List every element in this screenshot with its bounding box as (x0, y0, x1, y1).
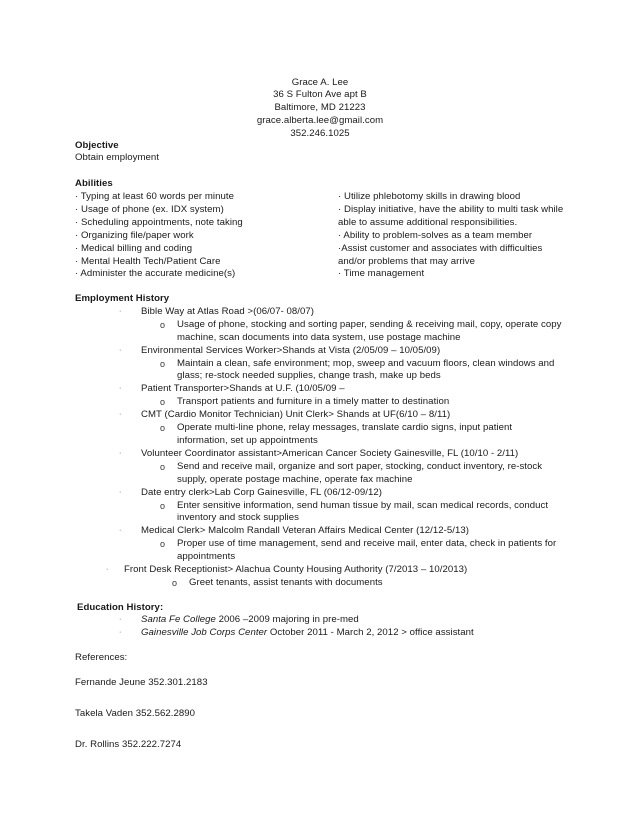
ability-item: · Time management (338, 268, 425, 279)
sub-bullet-icon: o (160, 359, 166, 369)
sub-bullet-icon: o (160, 462, 166, 472)
school-detail: October 2011 - March 2, 2012 > office assistant (267, 627, 474, 638)
sub-bullet-icon: o (160, 501, 166, 511)
job-detail: appointments (177, 551, 236, 562)
job-detail: information, set up appointments (177, 435, 318, 446)
school-detail: 2006 –2009 majoring in pre-med (215, 614, 359, 625)
email-address: grace.alberta.lee@gmail.com (256, 115, 384, 126)
job-title: Volunteer Coordinator assistant>American Cancer Society Gainesville, FL (10/10 - 2/11) (141, 448, 519, 459)
address-line-2: Baltimore, MD 21223 (274, 102, 366, 113)
ability-item: · Scheduling appointments, note taking (75, 217, 243, 228)
references-heading: References: (75, 652, 128, 663)
job-title: Patient Transporter>Shands at U.F. (10/05/09 – (141, 383, 345, 394)
job-detail: Send and receive mail, organize and sort paper, stocking, conduct inventory, re-stock (177, 461, 543, 472)
job-title: CMT (Cardio Monitor Technician) Unit Clerk> Shands at UF(6/10 – 8/11) (141, 409, 451, 420)
ability-item: · Medical billing and coding (75, 243, 193, 254)
job-detail: Enter sensitive information, send human tissue by mail, scan medical records, conduct (177, 500, 549, 511)
objective-heading: Objective (75, 140, 119, 151)
reference-item: Dr. Rollins 352.222.7274 (75, 739, 182, 750)
reference-item: Fernande Jeune 352.301.2183 (75, 677, 208, 688)
bullet-icon: · (119, 347, 122, 354)
job-title: Front Desk Receptionist> Alachua County Housing Authority (7/2013 – 10/2013) (124, 564, 468, 575)
sub-bullet-icon: o (172, 578, 178, 588)
job-title: Environmental Services Worker>Shands at Vista (2/05/09 – 10/05/09) (141, 345, 441, 356)
ability-item: and/or problems that may arrive (338, 256, 475, 267)
sub-bullet-icon: o (160, 423, 166, 433)
address-line-1: 36 S Fulton Ave apt B (273, 89, 367, 100)
ability-item: · Ability to problem-solves as a team member (338, 230, 533, 241)
job-title: Bible Way at Atlas Road >(06/07- 08/07) (141, 306, 315, 317)
ability-item: · Organizing file/paper work (75, 230, 194, 241)
bullet-icon: · (119, 411, 122, 418)
job-title: Medical Clerk> Malcolm Randall Veteran Affairs Medical Center (12/12-5/13) (141, 525, 469, 536)
bullet-icon: · (119, 629, 122, 636)
job-detail: Operate multi-line phone, relay messages, translate cardio signs, input patient (177, 422, 513, 433)
ability-item: · Typing at least 60 words per minute (75, 191, 234, 202)
sub-bullet-icon: o (160, 397, 166, 407)
bullet-icon: · (119, 489, 122, 496)
bullet-icon: · (119, 308, 122, 315)
phone-number: 352.246.1025 (290, 128, 350, 139)
job-detail: Usage of phone, stocking and sorting paper, sending & receiving mail, copy, operate copy (177, 319, 562, 330)
school-name: Santa Fe College (141, 614, 216, 625)
job-title: Date entry clerk>Lab Corp Gainesville, FL (06/12-09/12) (141, 487, 383, 498)
job-detail: glass; re-stock needed supplies, change trash, make up beds (177, 370, 441, 381)
reference-item: Takela Vaden 352.562.2890 (75, 708, 196, 719)
ability-item: · Utilize phlebotomy skills in drawing blood (338, 191, 521, 202)
ability-item: · Usage of phone (ex. IDX system) (75, 204, 224, 215)
abilities-heading: Abilities (75, 178, 113, 189)
sub-bullet-icon: o (160, 320, 166, 330)
ability-item: · Administer the accurate medicine(s) (75, 268, 236, 279)
ability-item: · Display initiative, have the ability to multi task while (338, 204, 564, 215)
resume-name: Grace A. Lee (291, 77, 349, 88)
bullet-icon: · (119, 527, 122, 534)
employment-heading: Employment History (75, 293, 170, 304)
ability-item: · Mental Health Tech/Patient Care (75, 256, 221, 267)
job-detail: inventory and stock supplies (177, 512, 299, 523)
bullet-icon: · (119, 616, 122, 623)
job-detail: Greet tenants, assist tenants with documents (189, 577, 383, 588)
ability-item: ·Assist customer and associates with difficulties (338, 243, 543, 254)
school-name: Gainesville Job Corps Center (141, 627, 268, 638)
job-detail: Maintain a clean, safe environment; mop, sweep and vacuum floors, clean windows and (177, 358, 555, 369)
ability-item: able to assume additional responsibilities. (338, 217, 518, 228)
job-detail: supply, operate postage machine, operate fax machine (177, 474, 413, 485)
job-detail: Proper use of time management, send and receive mail, enter data, check in patients for (177, 538, 557, 549)
education-item (141, 614, 359, 626)
sub-bullet-icon: o (160, 539, 166, 549)
objective-text: Obtain employment (75, 152, 160, 163)
bullet-icon: · (106, 566, 109, 573)
job-detail: machine, scan documents into data system, use postage machine (177, 332, 461, 343)
bullet-icon: · (119, 450, 122, 457)
education-item (141, 627, 474, 639)
bullet-icon: · (119, 385, 122, 392)
education-heading: Education History: (77, 602, 164, 613)
job-detail: Transport patients and furniture in a timely matter to destination (177, 396, 450, 407)
